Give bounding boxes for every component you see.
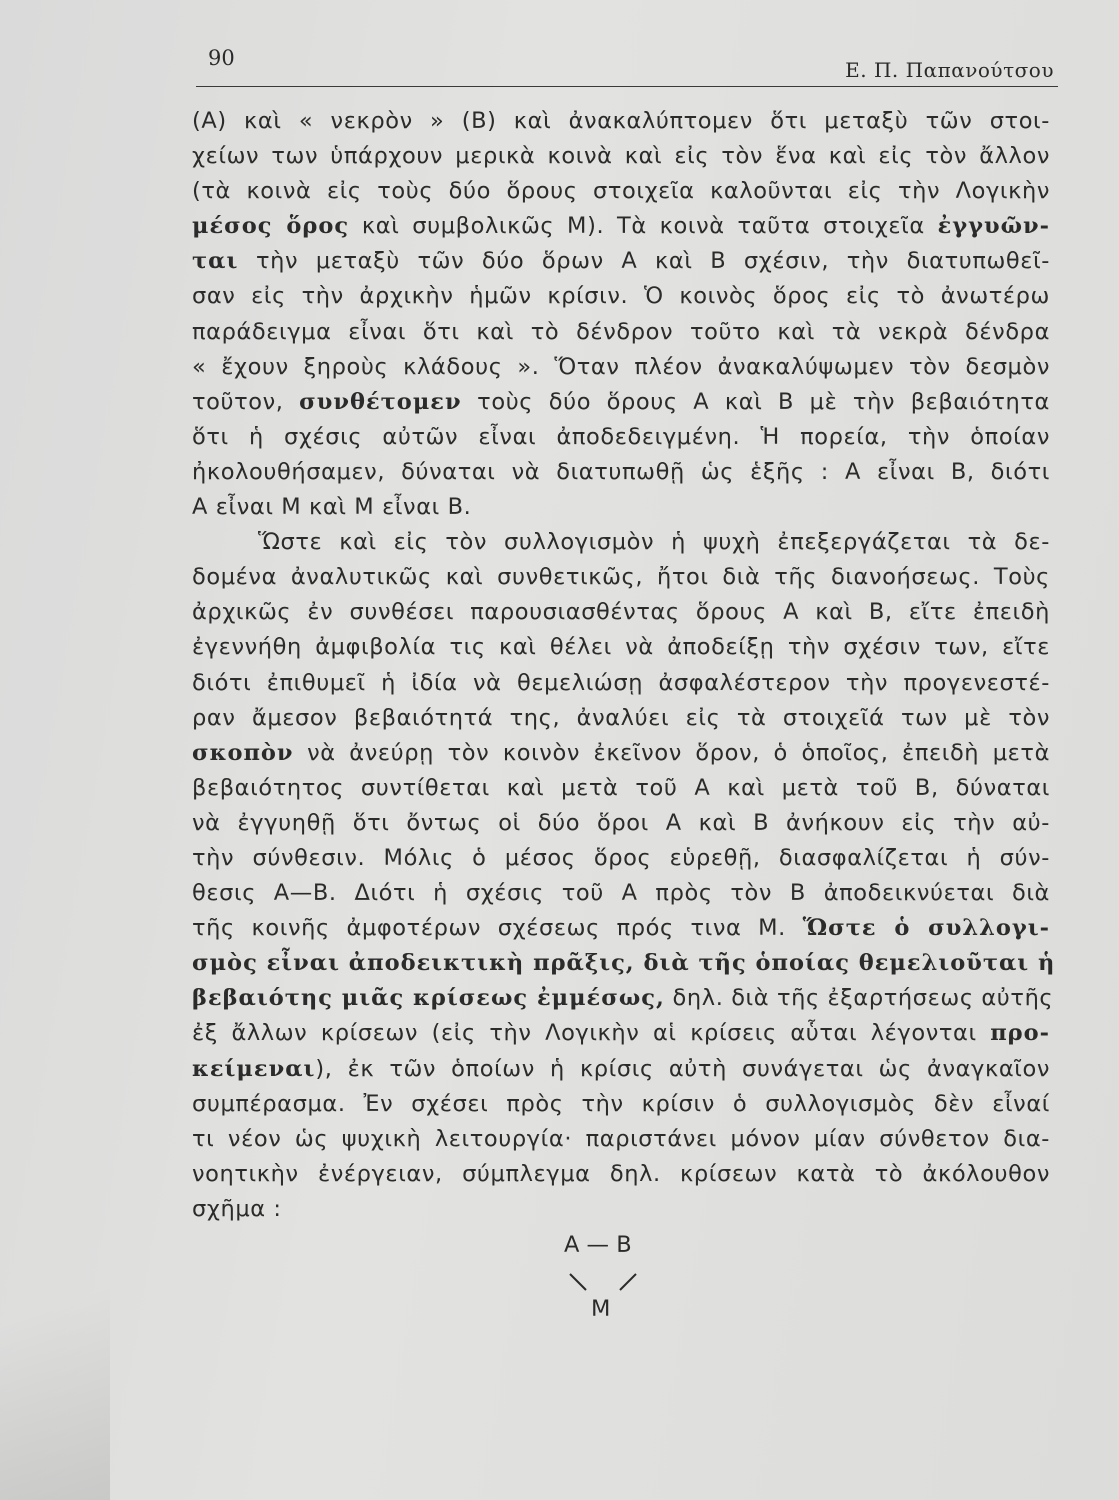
text-line [192,736,1050,771]
text-line [192,1087,1050,1122]
text-line [192,420,1050,455]
text-run: ἐγεννήθη ἀμφιβολία τις καὶ θέλει νὰ ἀποδείξῃ τὴν σχέσιν των, εἴτε [192,634,1050,661]
text-run: ραν ἄμεσον βεβαιότητά της, ἀναλύει εἰς τὰ στοιχεῖά των μὲ τὸν [192,704,1050,731]
text-line [192,981,1054,1016]
bold-text: κείμεναι [192,1055,316,1082]
page-shadow [0,1180,110,1500]
text-run: τὴν σύνθεσιν. Μόλις ὁ μέσος ὅρος εὑρεθῇ, διασφαλίζεται ἡ σύν- [192,844,1050,871]
text-line [192,455,1050,490]
text-line [192,315,1050,350]
text-line [192,1157,1050,1192]
text-run: νὰ ἀνεύρῃ τὸν κοινὸν ἐκεῖνον ὅρον, ὁ ὁποῖος, ἐπειδὴ μετὰ [293,739,1050,766]
diagram-top-terms: Α — Β [564,1232,632,1258]
text-line [192,946,1056,981]
text-line [192,139,1050,174]
text-run: ἠκολουθήσαμεν, δύναται νὰ διατυπωθῇ ὡς ἑξῆς : Α εἶναι Β, διότι [192,458,1050,485]
text-line [192,595,1050,630]
bold-text: Ὥστε ὁ συλλογι- [802,915,1050,942]
text-line [192,209,1050,244]
text-run: βεβαιότητος συντίθεται καὶ μετὰ τοῦ Α καὶ μετὰ τοῦ Β, δύναται [192,774,1050,801]
paragraph-1 [192,104,1050,525]
text-run: τοῦτον, [192,388,300,415]
right-connector [620,1274,636,1290]
text-line [192,911,1050,946]
text-run: δομένα ἀναλυτικῶς καὶ συνθετικῶς, ἤτοι διὰ τῆς διανοήσεως. Τοὺς [192,564,1050,591]
bold-text: βεβαιότης μιᾶς κρίσεως ἐμμέσως, [192,985,665,1012]
paragraph-2 [192,525,1056,1227]
text-line [192,630,1050,665]
text-line [192,771,1050,806]
text-line [192,701,1050,736]
diagram-middle-term: Μ [591,1296,611,1322]
text-line [192,244,1050,279]
text-run: θεσις Α—Β. Διότι ἡ σχέσις τοῦ Α πρὸς τὸν Β ἀποδεικνύεται διὰ [192,880,1050,907]
text-run: τι νέον ὡς ψυχικὴ λειτουργία· παριστάνει μόνον μίαν σύνθετον δια- [192,1125,1050,1152]
page-header [196,42,1058,87]
page-number: 90 [208,46,235,70]
text-line [192,350,1050,385]
text-line [192,806,1050,841]
text-run: ὅτι ἡ σχέσις αὐτῶν εἶναι ἀποδεδειγμένη. Ἡ πορεία, τὴν ὁποίαν [192,423,1050,450]
text-run: καὶ συμβολικῶς Μ). Τὰ κοινὰ ταῦτα στοιχεῖα [349,213,938,240]
text-run: τοὺς δύο ὅρους Α καὶ Β μὲ τὴν βεβαιότητα [461,388,1050,415]
text-run: χείων των ὑπάρχουν μερικὰ κοινὰ καὶ εἰς τὸν ἕνα καὶ εἰς τὸν ἄλλον [192,143,1050,170]
text-line [192,876,1050,911]
left-connector [570,1274,586,1290]
text-run: ), ἐκ τῶν ὁποίων ἡ κρίσις αὐτὴ συνάγεται ὡς ἀναγκαῖον [315,1055,1050,1082]
bold-text: ἐγγυῶν- [937,213,1050,240]
text-line [192,841,1050,876]
text-run: συμπέρασμα. Ἐν σχέσει πρὸς τὴν κρίσιν ὁ συλλογισμὸς δὲν εἶναί [192,1090,1050,1117]
text-run: ἐξ ἄλλων κρίσεων (εἰς τὴν Λογικὴν αἱ κρίσεις αὗται λέγονται [192,1020,991,1047]
text-run: διότι ἐπιθυμεῖ ἡ ἰδία νὰ θεμελιώσῃ ἀσφαλέστερον τὴν προγενεστέ- [192,669,1050,696]
text-line [192,279,1050,314]
text-run: « ἔχουν ξηροὺς κλάδους ». Ὅταν πλέον ἀνακαλύψωμεν τὸν δεσμὸν [192,353,1050,380]
bold-text: σμὸς εἶναι ἀποδεικτικὴ πρᾶξις, διὰ τῆς ὁποίας θεμελιοῦται ἡ [192,950,1056,977]
text-line [192,560,1050,595]
text-line [192,1122,1050,1157]
text-run: Ὥστε καὶ εἰς τὸν συλλογισμὸν ἡ ψυχὴ ἐπεξεργάζεται τὰ δε- [258,529,1050,556]
text-run: Α εἶναι Μ καὶ Μ εἶναι Β. [192,494,472,521]
text-run: παράδειγμα εἶναι ὅτι καὶ τὸ δένδρον τοῦτο καὶ τὰ νεκρὰ δένδρα [192,318,1050,345]
text-run: (τὰ κοινὰ εἰς τοὺς δύο ὅρους στοιχεῖα καλοῦνται εἰς τὴν Λογικὴν [192,178,1050,205]
bold-text: μέσος ὅρος [192,213,350,240]
text-line [192,174,1050,209]
bold-text: σκοπὸν [192,739,294,766]
text-line [192,1192,1050,1227]
text-run: (Α) καὶ « νεκρὸν » (Β) καὶ ἀνακαλύπτομεν ὅτι μεταξὺ τῶν στοι- [192,108,1050,134]
text-line [192,385,1050,420]
text-run: νὰ ἐγγυηθῇ ὅτι ὄντως οἱ δύο ὅροι Α καὶ Β ἀνήκουν εἰς τὴν αὐ- [192,809,1050,836]
text-run: τὴν μεταξὺ τῶν δύο ὅρων Α καὶ Β σχέσιν, τὴν διατυπωθεῖ- [238,248,1050,275]
text-run: ἀρχικῶς ἐν συνθέσει παρουσιασθέντας ὅρους Α καὶ Β, εἴτε ἐπειδὴ [192,599,1050,626]
body-text [192,104,1056,1227]
text-run: σαν εἰς τὴν ἀρχικὴν ἡμῶν κρίσιν. Ὁ κοινὸς ὅρος εἰς τὸ ἀνωτέρω [192,283,1050,310]
text-line [192,666,1050,701]
text-line [192,1052,1050,1087]
text-run: δηλ. διὰ τῆς ἐξαρτήσεως αὐτῆς [664,985,1054,1012]
running-head: Ε. Π. Παπανούτσου [845,58,1054,82]
bold-text: ται [192,248,239,275]
text-run: νοητικὴν ἐνέργειαν, σύμπλεγμα δηλ. κρίσεων κατὰ τὸ ἀκόλουθον [192,1160,1050,1187]
text-run: τῆς κοινῆς ἀμφοτέρων σχέσεως πρός τινα Μ. [192,915,803,942]
bold-text: συνθέτομεν [299,388,462,415]
bold-text: προ- [990,1020,1050,1047]
text-line [192,1016,1050,1051]
text-line [192,525,1050,560]
text-run: σχῆμα : [192,1195,282,1222]
text-line [192,490,1050,525]
syllogism-diagram [540,1232,660,1332]
text-line [192,104,1050,139]
